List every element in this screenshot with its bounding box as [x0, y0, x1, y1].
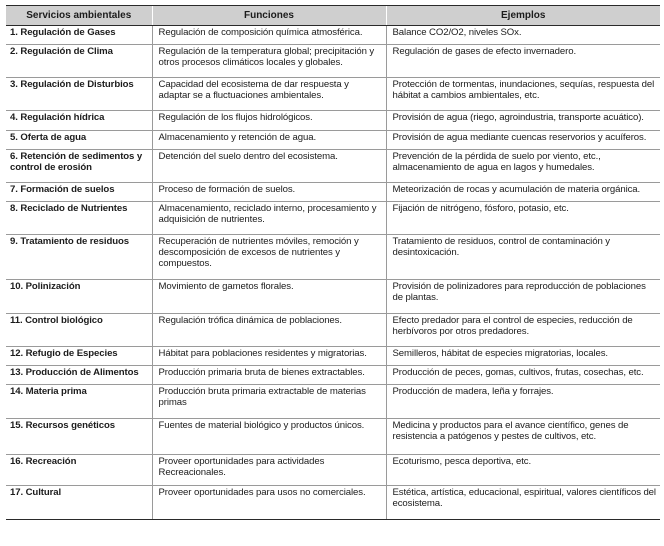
cell-servicio: 7. Formación de suelos: [6, 183, 152, 202]
table-row: [6, 131, 660, 150]
cell-funcion: Proveer oportunidades para actividades Recreacionales.: [152, 455, 386, 486]
cell-servicio: 3. Regulación de Disturbios: [6, 78, 152, 111]
cell-servicio: 8. Reciclado de Nutrientes: [6, 202, 152, 235]
table-row: [6, 486, 660, 520]
cell-funcion: Producción bruta primaria extractable de materias primas: [152, 385, 386, 419]
cell-funcion: Movimiento de gametos florales.: [152, 280, 386, 314]
cell-ejemplo: Meteorización de rocas y acumulación de materia orgánica.: [386, 183, 660, 202]
cell-ejemplo: Efecto predador para el control de especies, reducción de herbívoros por otros predadores.: [386, 314, 660, 347]
cell-ejemplo: Semilleros, hábitat de especies migratorias, locales.: [386, 347, 660, 366]
table-row: [6, 235, 660, 280]
table-row: [6, 385, 660, 419]
cell-servicio: 1. Regulación de Gases: [6, 26, 152, 45]
cell-servicio: 14. Materia prima: [6, 385, 152, 419]
cell-servicio: 6. Retención de sedimentos y control de erosión: [6, 150, 152, 183]
cell-ejemplo: Producción de peces, gomas, cultivos, frutas, cosechas, etc.: [386, 366, 660, 385]
cell-servicio: 11. Control biológico: [6, 314, 152, 347]
header-funciones: Funciones: [152, 6, 386, 26]
table-body: [6, 26, 660, 520]
header-servicios: Servicios ambientales: [6, 6, 152, 26]
cell-funcion: Producción primaria bruta de bienes extractables.: [152, 366, 386, 385]
header-ejemplos: Ejemplos: [386, 6, 660, 26]
cell-servicio: 2. Regulación de Clima: [6, 45, 152, 78]
cell-ejemplo: Provisión de agua mediante cuencas reservorios y acuíferos.: [386, 131, 660, 150]
cell-funcion: Almacenamiento, reciclado interno, procesamiento y adquisición de nutrientes.: [152, 202, 386, 235]
cell-servicio: 12. Refugio de Especies: [6, 347, 152, 366]
cell-ejemplo: Regulación de gases de efecto invernadero.: [386, 45, 660, 78]
cell-ejemplo: Estética, artística, educacional, espiritual, valores científicos del ecosistema.: [386, 486, 660, 520]
cell-funcion: Regulación de los flujos hidrológicos.: [152, 111, 386, 131]
table-row: [6, 280, 660, 314]
cell-funcion: Regulación de la temperatura global; precipitación y otros procesos climáticos locales y globales.: [152, 45, 386, 78]
cell-ejemplo: Producción de madera, leña y forrajes.: [386, 385, 660, 419]
cell-funcion: Proceso de formación de suelos.: [152, 183, 386, 202]
cell-servicio: 10. Polinización: [6, 280, 152, 314]
cell-servicio: 17. Cultural: [6, 486, 152, 520]
cell-ejemplo: Provisión de agua (riego, agroindustria, transporte acuático).: [386, 111, 660, 131]
table-row: [6, 111, 660, 131]
table-row: [6, 45, 660, 78]
cell-funcion: Regulación trófica dinámica de poblaciones.: [152, 314, 386, 347]
cell-ejemplo: Medicina y productos para el avance científico, genes de resistencia a patógenos y pestes de cultivos, etc.: [386, 419, 660, 455]
cell-ejemplo: Prevención de la pérdida de suelo por viento, etc., almacenamiento de agua en lagos y humedales.: [386, 150, 660, 183]
ecosystem-services-table: [6, 5, 660, 520]
cell-ejemplo: Balance CO2/O2, niveles SOx.: [386, 26, 660, 45]
cell-servicio: 5. Oferta de agua: [6, 131, 152, 150]
cell-funcion: Almacenamiento y retención de agua.: [152, 131, 386, 150]
table-row: [6, 26, 660, 45]
table-header: [6, 6, 660, 26]
cell-ejemplo: Tratamiento de residuos, control de contaminación y desintoxicación.: [386, 235, 660, 280]
table-row: [6, 183, 660, 202]
cell-funcion: Detención del suelo dentro del ecosistema.: [152, 150, 386, 183]
cell-funcion: Recuperación de nutrientes móviles, remoción y descomposición de excesos de nutrientes y compuestos.: [152, 235, 386, 280]
cell-servicio: 9. Tratamiento de residuos: [6, 235, 152, 280]
cell-ejemplo: Protección de tormentas, inundaciones, sequías, respuesta del hábitat a cambios ambientales, etc.: [386, 78, 660, 111]
table-row: [6, 150, 660, 183]
cell-servicio: 15. Recursos genéticos: [6, 419, 152, 455]
table-row: [6, 202, 660, 235]
table-row: [6, 419, 660, 455]
cell-servicio: 16. Recreación: [6, 455, 152, 486]
cell-funcion: Proveer oportunidades para usos no comerciales.: [152, 486, 386, 520]
table-row: [6, 78, 660, 111]
cell-ejemplo: Provisión de polinizadores para reproducción de poblaciones de plantas.: [386, 280, 660, 314]
table-row: [6, 347, 660, 366]
cell-servicio: 4. Regulación hídrica: [6, 111, 152, 131]
table-row: [6, 366, 660, 385]
table-row: [6, 314, 660, 347]
cell-servicio: 13. Producción de Alimentos: [6, 366, 152, 385]
cell-funcion: Fuentes de material biológico y productos únicos.: [152, 419, 386, 455]
cell-ejemplo: Ecoturismo, pesca deportiva, etc.: [386, 455, 660, 486]
cell-funcion: Regulación de composición química atmosférica.: [152, 26, 386, 45]
header-row: [6, 6, 660, 26]
cell-ejemplo: Fijación de nitrógeno, fósforo, potasio, etc.: [386, 202, 660, 235]
cell-funcion: Hábitat para poblaciones residentes y migratorias.: [152, 347, 386, 366]
cell-funcion: Capacidad del ecosistema de dar respuesta y adaptar se a fluctuaciones ambientales.: [152, 78, 386, 111]
table-row: [6, 455, 660, 486]
